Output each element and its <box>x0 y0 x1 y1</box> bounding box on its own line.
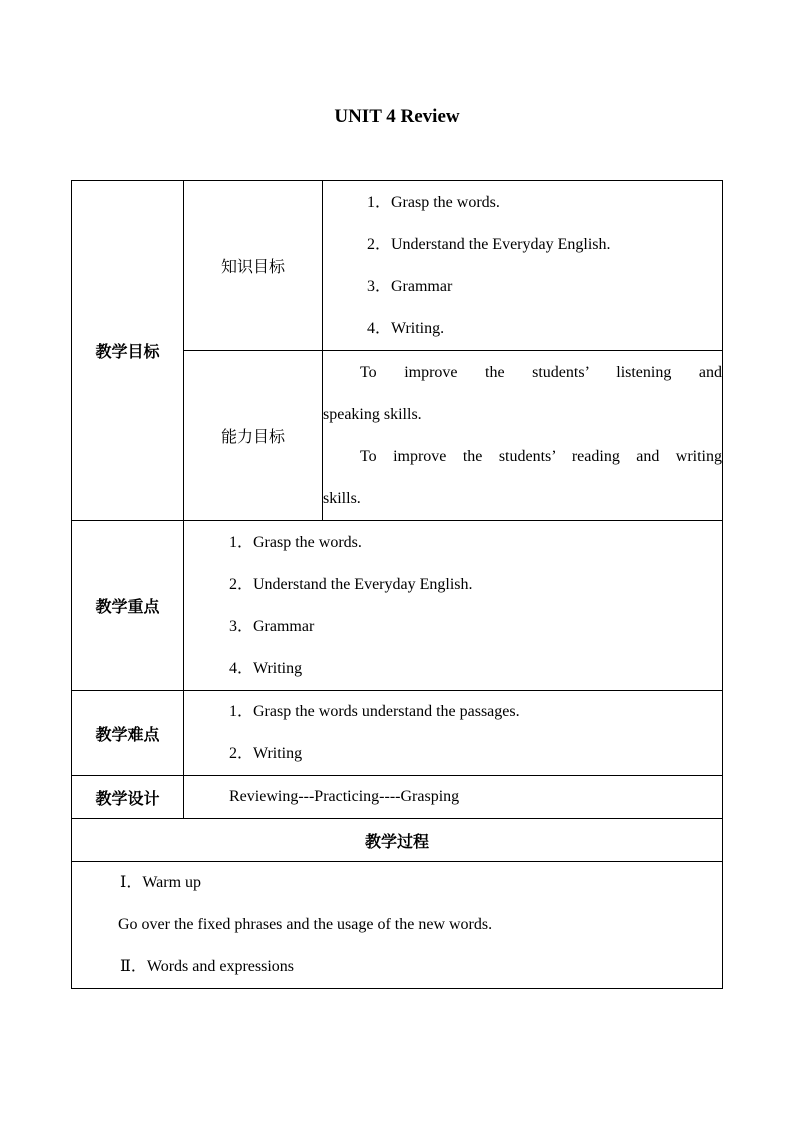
list-item: 2．Understand the Everyday English. <box>367 235 611 253</box>
list-item: 3．Grammar <box>229 617 315 635</box>
process-line: Go over the fixed phrases and the usage of the new words. <box>118 916 493 933</box>
key-points-label: 教学重点 <box>72 521 184 691</box>
list-item: 3．Grammar <box>367 277 453 295</box>
list-item: 2．Writing <box>229 745 303 762</box>
list-item: 4．Writing. <box>367 319 445 337</box>
design-value: Reviewing---Practicing----Grasping <box>229 788 460 805</box>
list-item: 2．Understand the Everyday English. <box>229 575 473 593</box>
ability-objective-text <box>323 351 723 521</box>
design-text <box>184 776 723 819</box>
knowledge-objective-row <box>72 181 723 351</box>
list-item: 4．Writing <box>229 659 303 677</box>
ability-objective-label: 能力目标 <box>184 351 323 521</box>
process-content-row <box>72 862 723 989</box>
key-points-list <box>184 521 723 691</box>
paragraph-line: To improve the students’ listening and <box>360 363 722 381</box>
knowledge-objective-list <box>323 181 723 351</box>
list-item: 1．Grasp the words. <box>229 533 362 551</box>
design-row <box>72 776 723 819</box>
paragraph-line: skills. <box>323 489 361 507</box>
process-line: Ⅱ．Words and expressions <box>120 958 295 975</box>
objectives-label: 教学目标 <box>72 181 184 521</box>
document-title: UNIT 4 Review <box>334 106 460 127</box>
design-label: 教学设计 <box>72 776 184 819</box>
difficulties-row <box>72 691 723 776</box>
knowledge-objective-label: 知识目标 <box>184 181 323 351</box>
difficulties-label: 教学难点 <box>72 691 184 776</box>
lesson-plan-table <box>71 180 723 989</box>
list-item: 1．Grasp the words. <box>367 193 500 211</box>
paragraph-line: To improve the students’ reading and writing <box>360 447 722 465</box>
process-line: Ⅰ．Warm up <box>120 874 202 891</box>
list-item: 1．Grasp the words understand the passages. <box>229 703 520 720</box>
paragraph-line: speaking skills. <box>323 405 422 423</box>
process-header-row <box>72 819 723 862</box>
process-label: 教学过程 <box>72 819 723 862</box>
process-content <box>72 862 723 989</box>
difficulties-list <box>184 691 723 776</box>
key-points-row <box>72 521 723 691</box>
